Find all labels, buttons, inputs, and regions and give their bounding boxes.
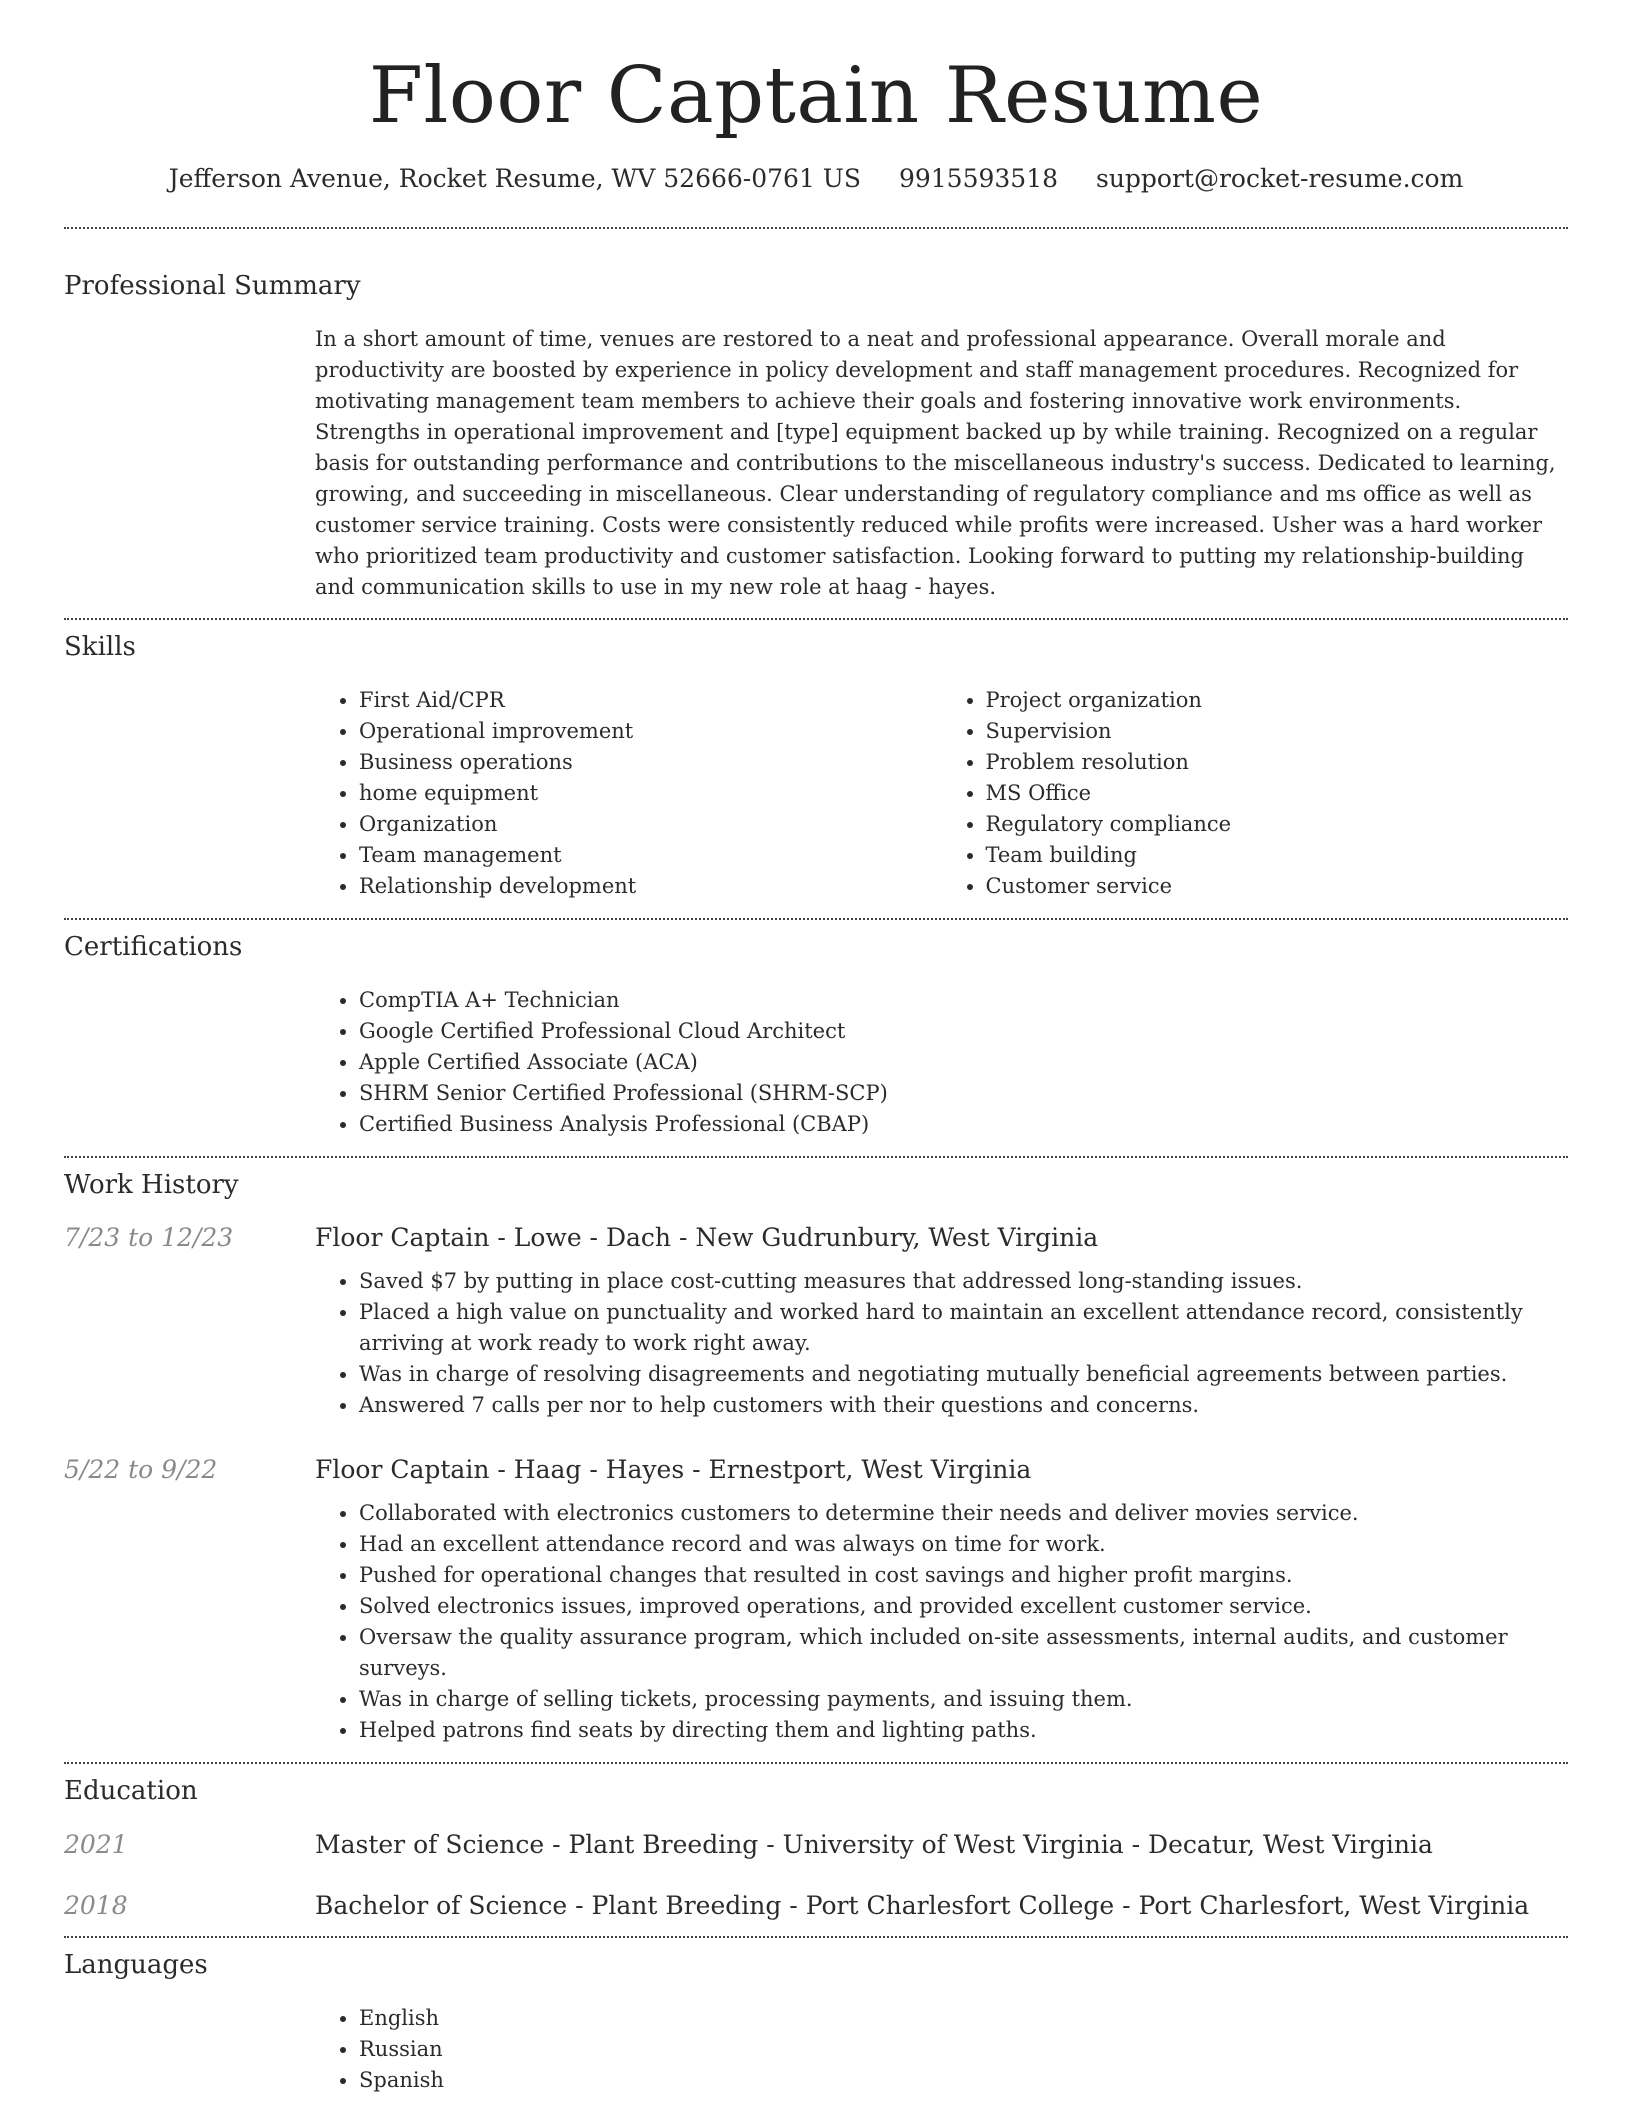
- job-bullet: • Was in charge of selling tickets, processing payments, and issuing them.: [359, 1684, 1568, 1715]
- skills-list-left: [315, 685, 942, 902]
- job-header: [64, 1223, 1568, 1252]
- job-bullet: • Solved electronics issues, improved operations, and provided excellent customer service.: [359, 1591, 1568, 1622]
- skill-item: • First Aid/CPR: [359, 685, 942, 716]
- certification-item: • Certified Business Analysis Professional (CBAP): [359, 1109, 1568, 1140]
- job-bullet: • Pushed for operational changes that resulted in cost savings and higher profit margins.: [359, 1560, 1568, 1591]
- languages-list: [315, 2003, 1568, 2096]
- summary-section: [64, 229, 1568, 603]
- language-item: • English: [359, 2003, 1568, 2034]
- skill-item: • Organization: [359, 809, 942, 840]
- job-bullet: • Had an excellent attendance record and was always on time for work.: [359, 1529, 1568, 1560]
- certification-item: • Apple Certified Associate (ACA): [359, 1047, 1568, 1078]
- skill-item: • Business operations: [359, 747, 942, 778]
- work-heading: Work History: [64, 1170, 239, 1201]
- skill-item: • Project organization: [986, 685, 1569, 716]
- summary-heading: Professional Summary: [64, 270, 361, 301]
- job-entry: [64, 1455, 1568, 1746]
- certifications-body: [315, 985, 1568, 1140]
- job-header: [64, 1455, 1568, 1484]
- skill-item: • Regulatory compliance: [986, 809, 1569, 840]
- language-item: • Spanish: [359, 2065, 1568, 2096]
- education-degree: Bachelor of Science - Plant Breeding - Port Charlesfort College - Port Charlesfort, West Virginia: [315, 1890, 1530, 1920]
- skill-item: • Problem resolution: [986, 747, 1569, 778]
- contact-phone: 9915593518: [898, 163, 1059, 193]
- languages-heading: Languages: [64, 1949, 208, 1980]
- skill-item: • Operational improvement: [359, 716, 942, 747]
- certification-item: • SHRM Senior Certified Professional (SHRM-SCP): [359, 1078, 1568, 1109]
- skills-heading: Skills: [64, 631, 136, 662]
- job-bullets: [315, 1266, 1568, 1421]
- certification-item: • CompTIA A+ Technician: [359, 985, 1568, 1016]
- skills-section: [64, 620, 1568, 902]
- languages-section: [64, 1938, 1568, 2096]
- job-dates: 5/22 to 9/22: [64, 1455, 218, 1485]
- contact-email: support@rocket-resume.com: [1095, 163, 1464, 193]
- education-entry: [64, 1891, 1568, 1920]
- education-degree: Master of Science - Plant Breeding - University of West Virginia - Decatur, West Virginia: [315, 1829, 1433, 1859]
- job-bullet: • Answered 7 calls per nor to help customers with their questions and concerns.: [359, 1390, 1568, 1421]
- language-item: • Russian: [359, 2034, 1568, 2065]
- job-title: Floor Captain - Haag - Hayes - Ernestport, West Virginia: [315, 1455, 1032, 1485]
- job-body: [315, 1498, 1568, 1746]
- skills-list-right: [942, 685, 1569, 902]
- job-dates: 7/23 to 12/23: [64, 1223, 234, 1253]
- languages-body: [315, 2003, 1568, 2096]
- job-entry: [64, 1223, 1568, 1421]
- contact-address: Jefferson Avenue, Rocket Resume, WV 52666-0761 US: [168, 163, 862, 193]
- education-year: 2018: [64, 1890, 128, 1920]
- certifications-list: [315, 985, 1568, 1140]
- education-entry: [64, 1830, 1568, 1859]
- summary-text: In a short amount of time, venues are restored to a neat and professional appearance. Overall morale and productivity are boosted by experience in policy development and staff management procedures. Recognized for motivating management team members to achieve their goals and fostering innovative work environments. Strengths in operational improvement and [type] equipment backed up by while training. Recognized on a regular basis for outstanding performance and contributions to the miscellaneous industry's success. Dedicated to learning, growing, and succeeding in miscellaneous. Clear understanding of regulatory compliance and ms office as well as customer service training. Costs were consistently reduced while profits were increased. Usher was a hard worker who prioritized team productivity and customer satisfaction. Looking forward to putting my relationship-building and communication skills to use in my new role at haag - hayes.: [315, 326, 1556, 599]
- summary-body: [315, 324, 1568, 603]
- job-bullet: • Oversaw the quality assurance program, which included on-site assessments, internal audits, and customer surveys.: [359, 1622, 1568, 1684]
- skill-item: • home equipment: [359, 778, 942, 809]
- certification-item: • Google Certified Professional Cloud Architect: [359, 1016, 1568, 1047]
- resume-title: Floor Captain Resume: [368, 51, 1264, 141]
- skill-item: • MS Office: [986, 778, 1569, 809]
- job-bullet: • Was in charge of resolving disagreements and negotiating mutually beneficial agreements between parties.: [359, 1359, 1568, 1390]
- job-bullets: [315, 1498, 1568, 1746]
- skills-grid: [315, 685, 1568, 902]
- job-bullet: • Helped patrons find seats by directing them and lighting paths.: [359, 1715, 1568, 1746]
- education-year: 2021: [64, 1829, 128, 1859]
- skill-item: • Team management: [359, 840, 942, 871]
- job-title: Floor Captain - Lowe - Dach - New Gudrunbury, West Virginia: [315, 1223, 1099, 1253]
- job-bullet: • Saved $7 by putting in place cost-cutting measures that addressed long-standing issues.: [359, 1266, 1568, 1297]
- skill-item: • Relationship development: [359, 871, 942, 902]
- job-bullet: • Placed a high value on punctuality and worked hard to maintain an excellent attendance record, consistently arriving at work ready to work right away.: [359, 1297, 1568, 1359]
- certifications-section: [64, 920, 1568, 1140]
- skill-item: • Supervision: [986, 716, 1569, 747]
- education-heading: Education: [64, 1776, 198, 1807]
- education-section: [64, 1764, 1568, 1919]
- job-body: [315, 1266, 1568, 1421]
- job-bullet: • Collaborated with electronics customers to determine their needs and deliver movies service.: [359, 1498, 1568, 1529]
- skill-item: • Team building: [986, 840, 1569, 871]
- work-section: [64, 1158, 1568, 1746]
- contact-line: [64, 164, 1568, 193]
- skill-item: • Customer service: [986, 871, 1569, 902]
- certifications-heading: Certifications: [64, 932, 243, 963]
